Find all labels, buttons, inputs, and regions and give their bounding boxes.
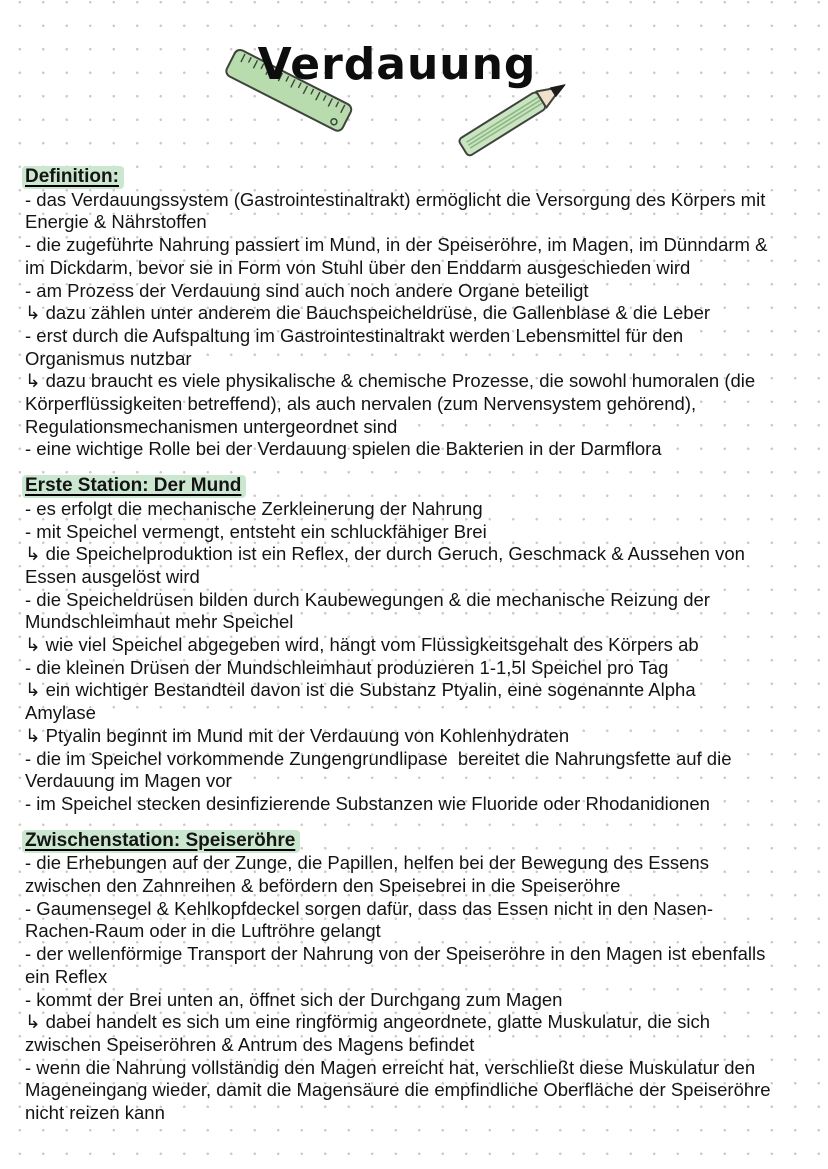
note-line: - eine wichtige Rolle bei der Verdauung spielen die Bakterien in der Darmflora [25,438,662,460]
note-line: Verdauung im Magen vor [25,770,232,792]
note-line: - kommt der Brei unten an, öffnet sich der Durchgang zum Magen [25,988,563,1010]
note-line: - mit Speichel vermengt, entsteht ein schluckfähiger Brei [25,520,487,542]
note-line: Mageneingang wieder, damit die Magensäure die empfindliche Oberfläche der Speiseröhre [25,1079,771,1101]
note-section [25,475,828,816]
note-line: - im Speichel stecken desinfizierende Substanzen wie Fluoride oder Rhodanidionen [25,792,710,814]
section-heading-row [25,166,828,189]
note-section [25,830,828,1125]
note-line: Regulationsmechanismen untergeordnet sind [25,415,398,437]
note-line: - die Speicheldrüsen bilden durch Kaubewegungen & die mechanische Reizung der [25,588,710,610]
section-heading: Erste Station: Der Mund [22,475,246,498]
note-line: - der wellenförmige Transport der Nahrung von der Speiseröhre in den Magen ist ebenfalls [25,943,766,965]
note-line: ↳ dazu zählen unter anderem die Bauchspeicheldrüse, die Gallenblase & die Leber [25,302,711,324]
section-heading: Zwischenstation: Speiseröhre [22,830,300,853]
note-line: - die Erhebungen auf der Zunge, die Papillen, helfen bei der Bewegung des Essens [25,852,709,874]
note-line: Mundschleimhaut mehr Speichel [25,611,294,633]
note-line: - Gaumensegel & Kehlkopfdeckel sorgen dafür, dass das Essen nicht in den Nasen- [25,897,713,919]
note-line: - es erfolgt die mechanische Zerkleinerung der Nahrung [25,497,483,519]
note-line: ein Reflex [25,965,108,987]
note-line: Rachen-Raum oder in die Luftröhre gelangt [25,920,381,942]
note-line: - am Prozess der Verdauung sind auch noch andere Organe beteiligt [25,279,589,301]
note-line: Körperflüssigkeiten betreffend), als auch nervalen (zum Nervensystem gehörend), [25,393,697,415]
note-line: - erst durch die Aufspaltung im Gastrointestinaltrakt werden Lebensmittel für den [25,324,684,346]
note-line: ↳ dabei handelt es sich um eine ringförmig angeordnete, glatte Muskulatur, die sich [25,1011,710,1033]
note-line: ↳ die Speichelproduktion ist ein Reflex, der durch Geruch, Geschmack & Aussehen von [25,543,745,565]
note-line: nicht reizen kann [25,1102,165,1124]
note-line: zwischen den Zahnreihen & befördern den Speisebrei in die Speiseröhre [25,875,621,897]
notes-content [0,166,828,1125]
note-line: - die zugeführte Nahrung passiert im Mund, in der Speiseröhre, im Magen, im Dünndarm & [25,234,768,256]
note-line: im Dickdarm, bevor sie in Form von Stuhl über den Enddarm ausgeschieden wird [25,256,691,278]
note-line: Organismus nutzbar [25,347,192,369]
note-line: zwischen Speiseröhren & Antrum des Magens befindet [25,1033,475,1055]
note-line: Amylase [25,702,96,724]
note-line: - die kleinen Drüsen der Mundschleimhaut produzieren 1-1,5l Speichel pro Tag [25,656,669,678]
note-line: ↳ wie viel Speichel abgegeben wird, hängt vom Flüssigkeitsgehalt des Körpers ab [25,634,699,656]
section-heading: Definition: [22,166,124,189]
note-line: - das Verdauungssystem (Gastrointestinaltrakt) ermöglicht die Versorgung des Körpers mit [25,188,766,210]
section-heading-row [25,475,828,498]
note-section [25,166,828,461]
section-heading-row [25,830,828,853]
page-title: Verdauung [257,39,537,90]
note-line: - wenn die Nahrung vollständig den Magen erreicht hat, verschließt diese Muskulatur den [25,1056,756,1078]
note-line: Energie & Nährstoffen [25,211,207,233]
note-line: ↳ Ptyalin beginnt im Mund mit der Verdauung von Kohlenhydraten [25,724,570,746]
note-line: - die im Speichel vorkommende Zungengrundlipase bereitet die Nahrungsfette auf die [25,747,732,769]
note-line: ↳ dazu braucht es viele physikalische & chemische Prozesse, die sowohl humoralen (die [25,370,756,392]
page-header [0,0,828,166]
note-line: ↳ ein wichtiger Bestandteil davon ist die Substanz Ptyalin, eine sogenannte Alpha [25,679,696,701]
note-line: Essen ausgelöst wird [25,565,200,587]
